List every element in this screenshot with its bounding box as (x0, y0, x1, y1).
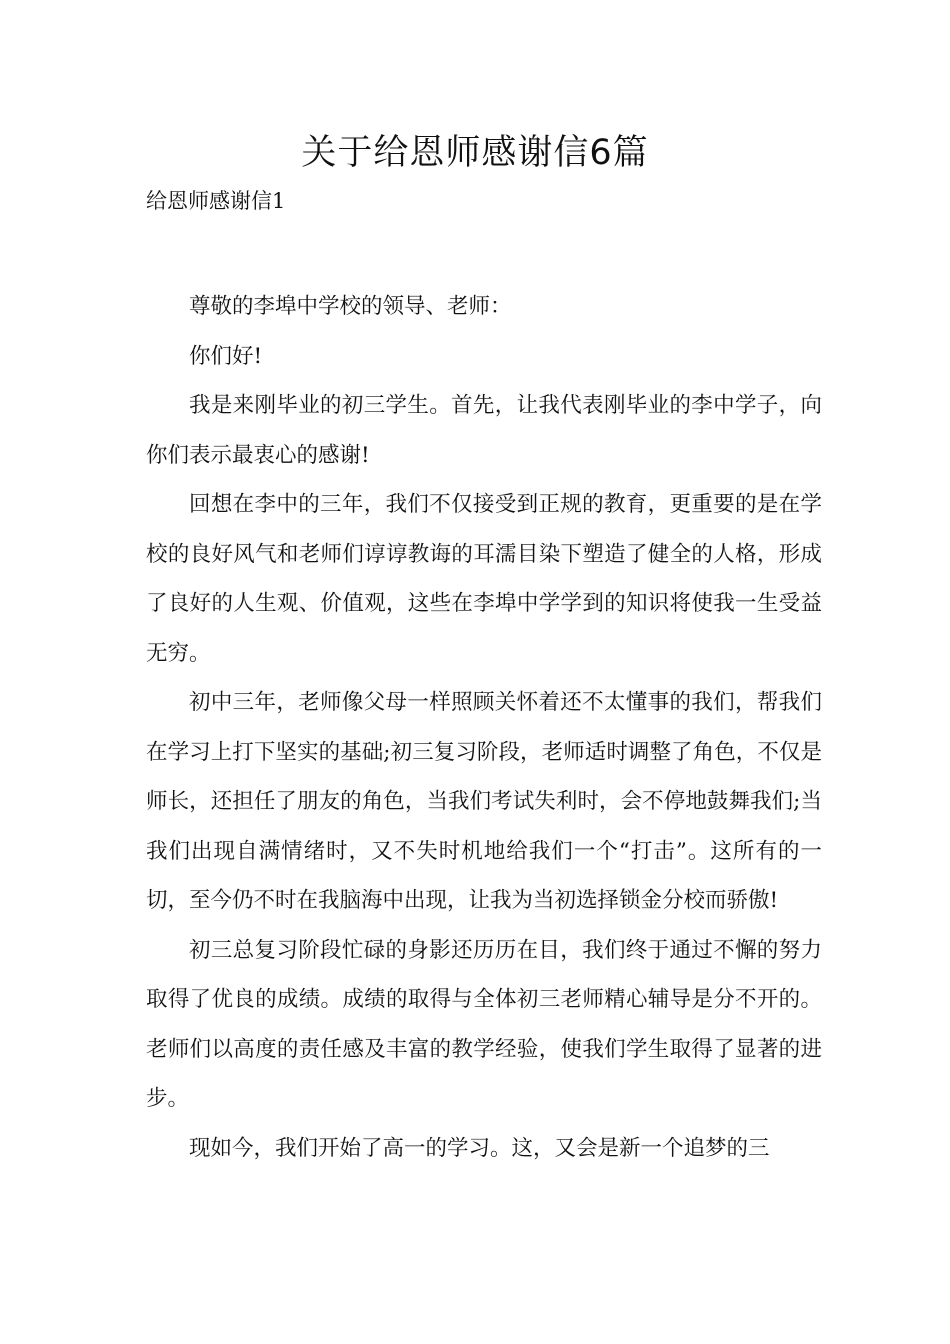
document-title: 关于给恩师感谢信6篇 (301, 133, 649, 173)
paragraph-greeting: 你们好! (189, 343, 263, 369)
section-heading: 给恩师感谢信1 (146, 189, 286, 213)
paragraph: 现如今，我们开始了高一的学习。这，又会是新一个追梦的三 (189, 1135, 770, 1161)
paragraph-salutation: 尊敬的李埠中学校的领导、老师： (189, 294, 512, 319)
letter-body (146, 282, 822, 1173)
paragraph: 初中三年，老师像父母一样照顾关怀着还不太懂事的我们，帮我们在学习上打下坚实的基础;初三复习阶段，老师适时调整了角色，不仅是师长，还担任了朋友的角色，当我们考试失利时，会不停地鼓舞我们;当我们出现自满情绪时，又不失时机地给我们一个“打击”。这所有的一切，至今仍不时在我脑海中出现，让我为当初选择锁金分校而骄傲! (146, 690, 822, 913)
paragraph: 我是来刚毕业的初三学生。首先，让我代表刚毕业的李中学子，向你们表示最衷心的感谢! (146, 393, 822, 468)
paragraph: 初三总复习阶段忙碌的身影还历历在目，我们终于通过不懈的努力取得了优良的成绩。成绩的取得与全体初三老师精心辅导是分不开的。老师们以高度的责任感及丰富的教学经验，使我们学生取得了显著的进步。 (146, 937, 822, 1111)
paragraph: 回想在李中的三年，我们不仅接受到正规的教育，更重要的是在学校的良好风气和老师们谆谆教诲的耳濡目染下塑造了健全的人格，形成了良好的人生观、价值观，这些在李埠中学学到的知识将使我一生受益无穷。 (146, 492, 822, 666)
